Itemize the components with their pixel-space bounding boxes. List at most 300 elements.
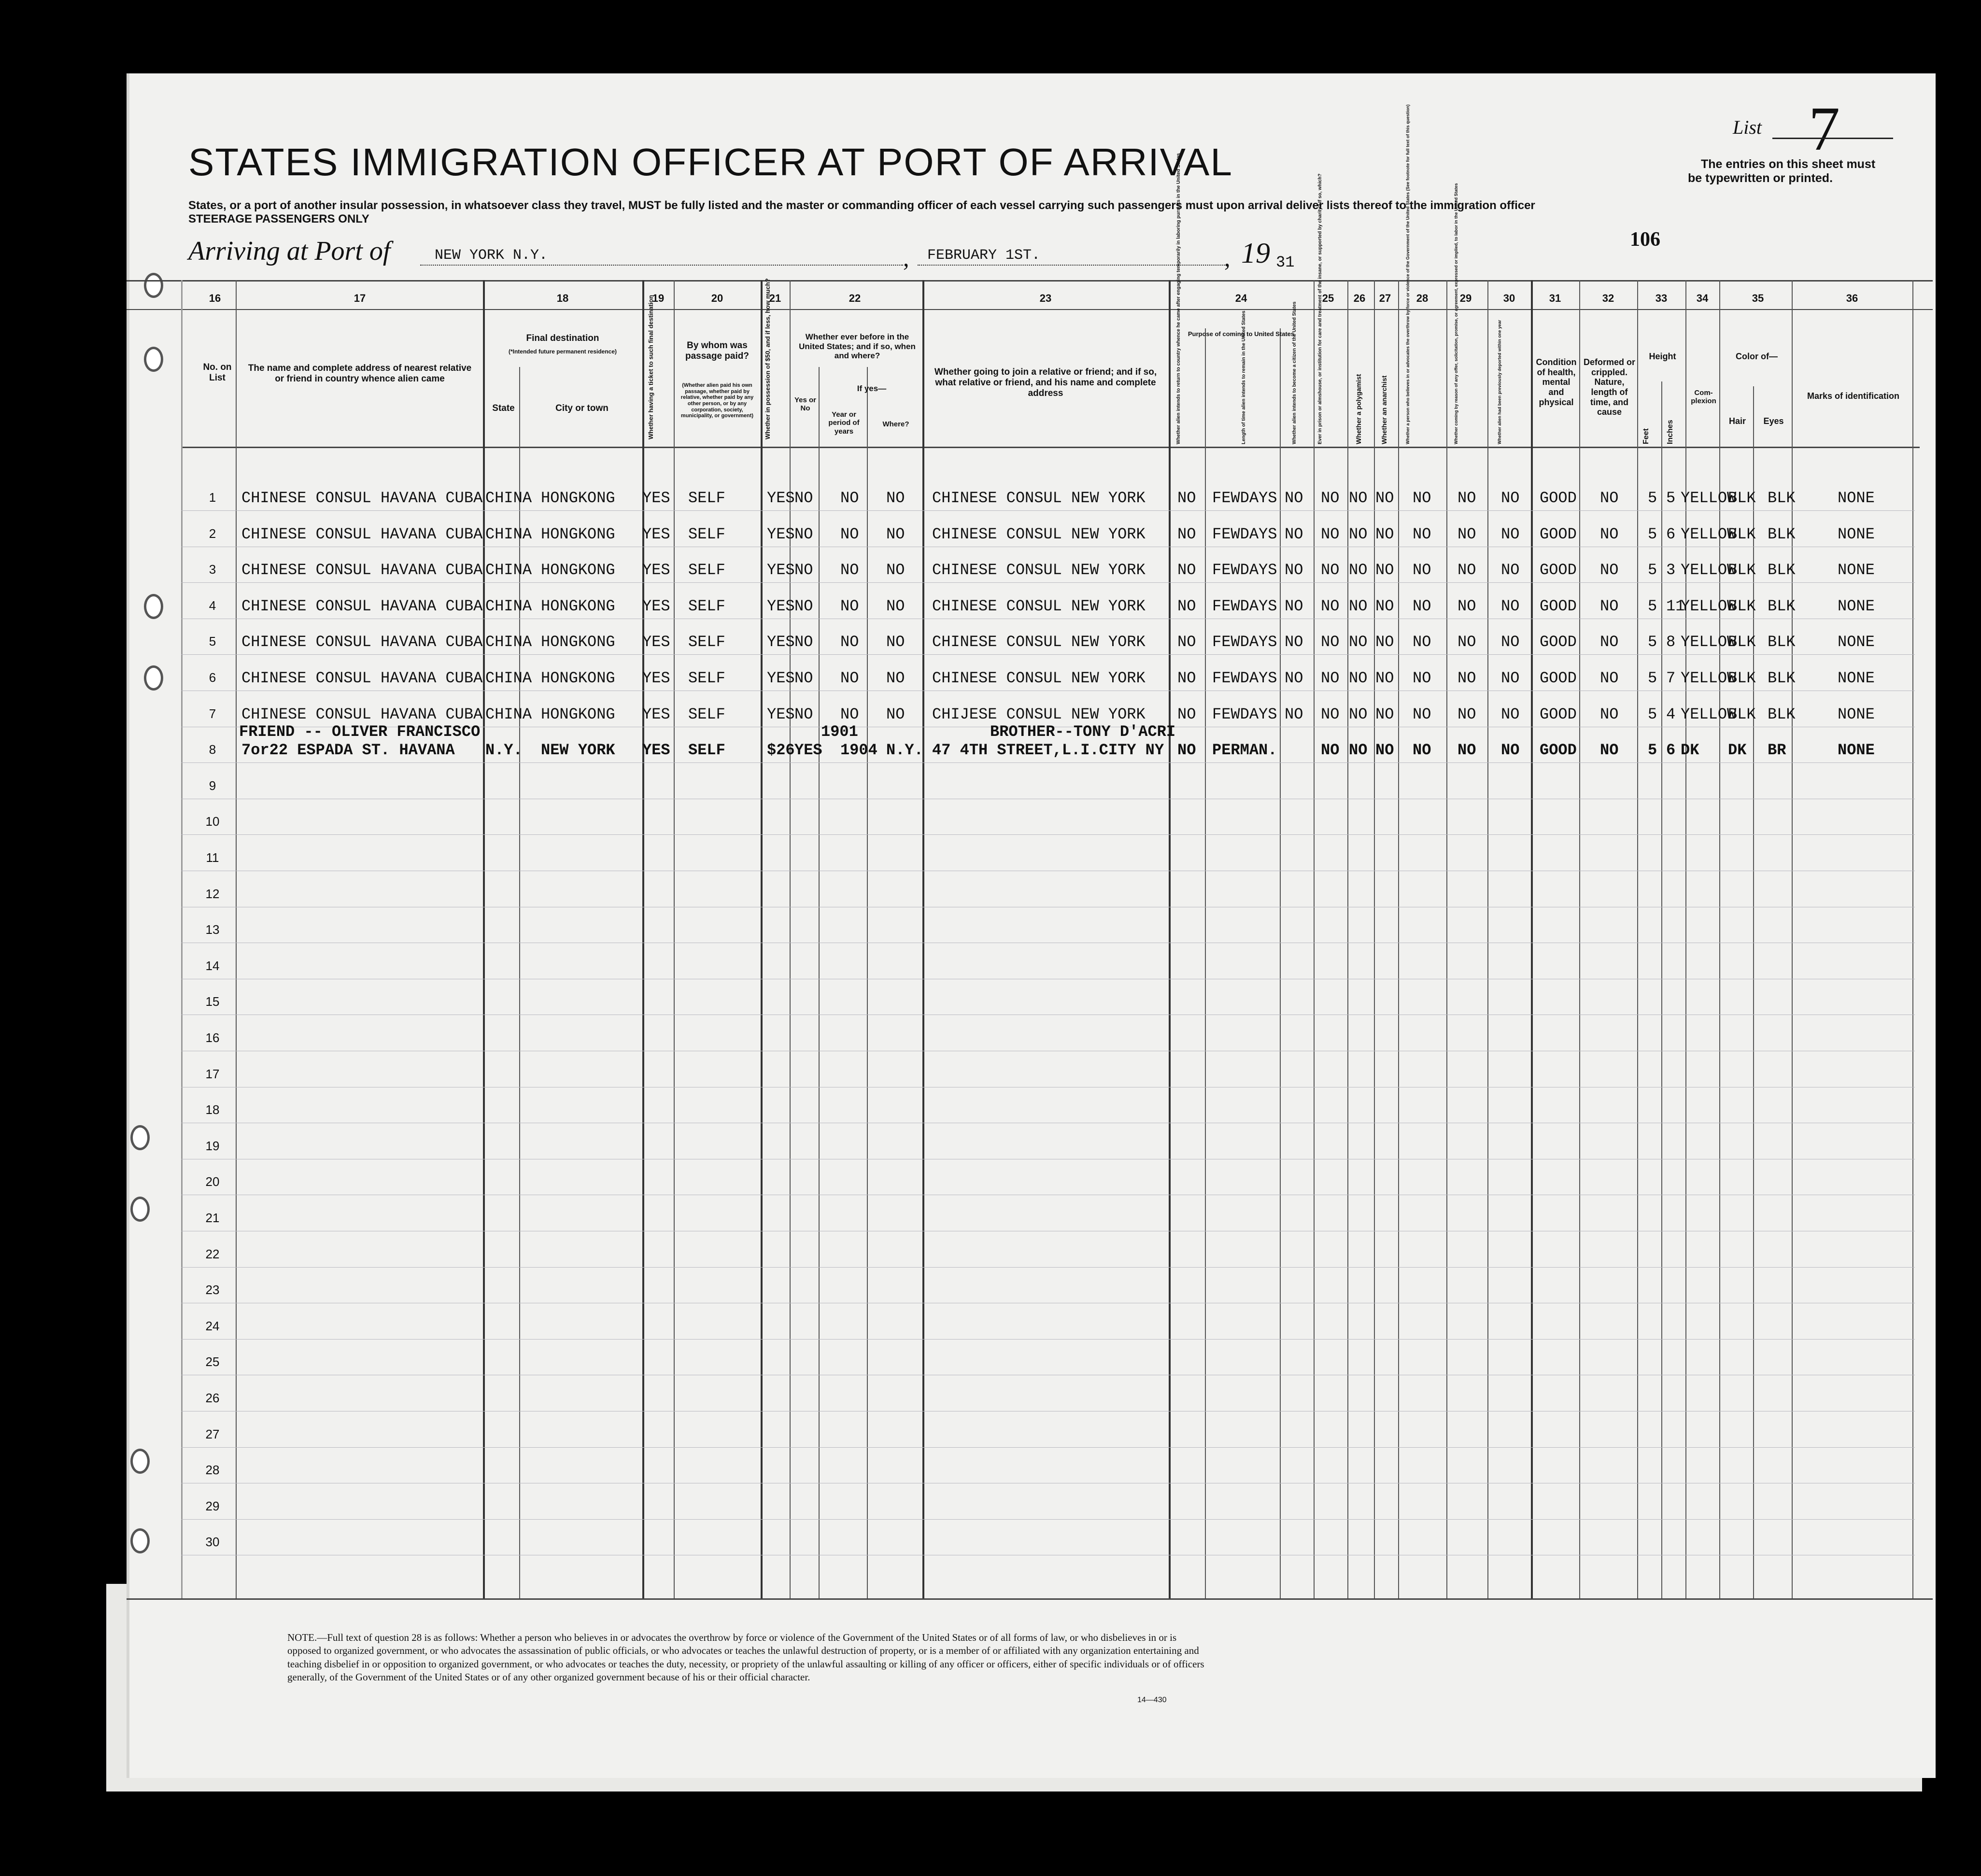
cell-polygamist: NO bbox=[1349, 741, 1368, 760]
cell-length: PERMAN. bbox=[1212, 741, 1277, 760]
cell-hair: BLK bbox=[1728, 669, 1756, 687]
cell-anarchist: NO bbox=[1375, 633, 1394, 651]
cell-eyes: BLK bbox=[1768, 525, 1796, 543]
cell-state: CHINA bbox=[485, 561, 532, 579]
punch-hole bbox=[144, 273, 163, 298]
cell-q30: NO bbox=[1501, 597, 1520, 615]
cell-city: HONGKONG bbox=[541, 489, 615, 507]
cell-money: $26 bbox=[767, 741, 795, 760]
cell-q29: NO bbox=[1457, 669, 1476, 687]
instruction-line-1: The entries on this sheet must bbox=[1701, 157, 1876, 171]
header-deformed: Deformed or crippled. Nature, length of time, and cause bbox=[1583, 357, 1635, 417]
cell-deformed: NO bbox=[1600, 597, 1619, 615]
header-yes-no: Yes or No bbox=[794, 396, 817, 413]
row-number: 1 bbox=[209, 490, 216, 505]
cell-length: FEWDAYS bbox=[1212, 525, 1277, 543]
passenger-class: STEERAGE PASSENGERS ONLY bbox=[188, 212, 369, 226]
cell-q28: NO bbox=[1413, 705, 1431, 723]
header-paid-by-note: (Whether alien paid his own passage, whether paid by relative, whether paid by any other person, or by any corporation, society, municipality, or government) bbox=[680, 382, 754, 419]
cell-feet: 5 bbox=[1648, 489, 1657, 507]
col-separator bbox=[1169, 280, 1171, 1598]
header-polygamist: Whether a polygamist bbox=[1355, 374, 1362, 444]
row-number: 8 bbox=[209, 742, 216, 757]
row-rule bbox=[181, 1519, 1915, 1520]
cell-return: NO bbox=[1177, 597, 1196, 615]
row-number: 29 bbox=[205, 1498, 220, 1513]
row-number: 4 bbox=[209, 598, 216, 613]
header-before-in-us: Whether ever before in the United States; and if so, when and where? bbox=[799, 332, 916, 361]
header-bottom-rule bbox=[181, 447, 1920, 448]
col-separator bbox=[1280, 328, 1281, 1598]
cell-joining: CHINESE CONSUL NEW YORK bbox=[932, 525, 1146, 543]
cell-complexion: YELLOW bbox=[1681, 705, 1737, 723]
row-number: 10 bbox=[205, 814, 220, 829]
comma: , bbox=[903, 244, 909, 271]
cell-q28: NO bbox=[1413, 669, 1431, 687]
cell-relative: CHINESE CONSUL HAVANA CUBA bbox=[241, 633, 483, 651]
column-number: 20 bbox=[711, 292, 723, 304]
cell-money: YES bbox=[767, 705, 795, 723]
row-number: 27 bbox=[205, 1426, 220, 1441]
cell-return: NO bbox=[1177, 633, 1196, 651]
manifest-sheet bbox=[127, 73, 1936, 1778]
punch-hole bbox=[144, 347, 163, 372]
row-number: 21 bbox=[205, 1211, 220, 1225]
cell-inches: 3 bbox=[1666, 561, 1676, 579]
cell-before: NO bbox=[794, 633, 813, 651]
header-color-of: Color of— bbox=[1736, 352, 1778, 361]
cell-length: FEWDAYS bbox=[1212, 597, 1277, 615]
cell-q29: NO bbox=[1457, 633, 1476, 651]
cell-feet: 5 bbox=[1648, 669, 1657, 687]
cell-marks: NONE bbox=[1838, 633, 1875, 651]
row-rule bbox=[181, 654, 1915, 655]
cell-marks: NONE bbox=[1838, 705, 1875, 723]
column-number: 25 bbox=[1322, 292, 1334, 304]
cell-length: FEWDAYS bbox=[1212, 561, 1277, 579]
cell-q29: NO bbox=[1457, 561, 1476, 579]
arrival-date: FEBRUARY 1ST. bbox=[927, 247, 1041, 264]
column-number: 36 bbox=[1846, 292, 1858, 304]
cell-city: HONGKONG bbox=[541, 669, 615, 687]
cell-health: GOOD bbox=[1540, 561, 1577, 579]
col-separator bbox=[1792, 280, 1793, 1598]
col-separator bbox=[1531, 280, 1533, 1598]
cell-year: NO bbox=[840, 705, 859, 723]
list-underline bbox=[1772, 138, 1893, 139]
cell-before: YES bbox=[794, 741, 822, 760]
cell-inches: 6 bbox=[1666, 525, 1676, 543]
column-number: 35 bbox=[1752, 292, 1764, 304]
cell-length: FEWDAYS bbox=[1212, 489, 1277, 507]
cell-hair: BLK bbox=[1728, 489, 1756, 507]
punch-hole bbox=[144, 594, 163, 619]
cell-relative: CHINESE CONSUL HAVANA CUBA bbox=[241, 597, 483, 615]
cell-return: NO bbox=[1177, 669, 1196, 687]
cell-length: FEWDAYS bbox=[1212, 669, 1277, 687]
arrival-port: NEW YORK N.Y. bbox=[435, 247, 548, 264]
header-final-destination: Final destination bbox=[526, 333, 599, 343]
row-number: 3 bbox=[209, 562, 216, 577]
row-number: 20 bbox=[205, 1174, 220, 1189]
column-number-rule bbox=[127, 309, 1933, 310]
cell-state: CHINA bbox=[485, 597, 532, 615]
row-number: 2 bbox=[209, 526, 216, 541]
cell-paid: SELF bbox=[688, 705, 725, 723]
row-number: 15 bbox=[205, 994, 220, 1009]
cell-joining: CHINESE CONSUL NEW YORK bbox=[932, 633, 1146, 651]
list-label: List bbox=[1733, 116, 1762, 138]
cell-relative: 7or22 ESPADA ST. HAVANA bbox=[241, 741, 455, 760]
cell-q30: NO bbox=[1501, 525, 1520, 543]
cell-money: YES bbox=[767, 489, 795, 507]
row-rule bbox=[181, 762, 1915, 763]
cell-eyes: BLK bbox=[1768, 633, 1796, 651]
cell-eyes: BLK bbox=[1768, 561, 1796, 579]
cell-where: NO bbox=[886, 489, 905, 507]
header-marks: Marks of identification bbox=[1807, 391, 1900, 401]
row-number: 5 bbox=[209, 634, 216, 649]
cell-polygamist: NO bbox=[1349, 489, 1368, 507]
cell-health: GOOD bbox=[1540, 741, 1577, 760]
cell-year: NO bbox=[840, 489, 859, 507]
col-separator bbox=[1205, 328, 1206, 1598]
header-complexion: Com-plexion bbox=[1691, 389, 1716, 406]
cell-eyes: BLK bbox=[1768, 669, 1796, 687]
cell-hair: BLK bbox=[1728, 633, 1756, 651]
punch-hole bbox=[144, 665, 163, 691]
row-number: 14 bbox=[205, 958, 220, 973]
cell-polygamist: NO bbox=[1349, 561, 1368, 579]
cell-citizen: NO bbox=[1285, 597, 1303, 615]
cell-year: NO bbox=[840, 525, 859, 543]
cell-eyes: BLK bbox=[1768, 489, 1796, 507]
col-separator bbox=[674, 280, 675, 1598]
row-number: 25 bbox=[205, 1354, 220, 1369]
col-separator bbox=[519, 367, 520, 1598]
header-inches: Inches bbox=[1666, 420, 1674, 444]
cell-health: GOOD bbox=[1540, 633, 1577, 651]
header-ticket: Whether having a ticket to such final destination bbox=[647, 295, 654, 439]
col-separator bbox=[1398, 280, 1399, 1598]
cell-joining: CHINESE CONSUL NEW YORK bbox=[932, 561, 1146, 579]
header-purpose-citizen: Whether alien intends to become a citizen of the United States bbox=[1292, 301, 1297, 444]
cell-hair: BLK bbox=[1728, 561, 1756, 579]
port-underline bbox=[420, 265, 903, 266]
header-paid-by: By whom was passage paid? bbox=[685, 340, 749, 361]
header-city: City or town bbox=[555, 403, 608, 413]
header-where: Where? bbox=[882, 420, 909, 428]
cell-citizen: NO bbox=[1285, 633, 1303, 651]
cell-anarchist: NO bbox=[1375, 561, 1394, 579]
cell-marks: NONE bbox=[1838, 669, 1875, 687]
row-rule bbox=[181, 582, 1915, 583]
cell-inches: 5 bbox=[1666, 489, 1676, 507]
row-number: 11 bbox=[206, 850, 219, 865]
cell-hair: DK bbox=[1728, 741, 1747, 760]
row-rule bbox=[181, 1447, 1915, 1448]
row-number: 19 bbox=[205, 1138, 220, 1153]
cell-prison: NO bbox=[1321, 741, 1340, 760]
cell-ticket: YES bbox=[642, 669, 670, 687]
cell-ticket: YES bbox=[642, 633, 670, 651]
cell-ticket: YES bbox=[642, 561, 670, 579]
cell-polygamist: NO bbox=[1349, 633, 1368, 651]
cell-money: YES bbox=[767, 561, 795, 579]
cell-joining-line1: BROTHER--TONY D'ACRI bbox=[990, 723, 1176, 741]
cell-relative-line1: FRIEND -- OLIVER FRANCISCO bbox=[239, 723, 481, 741]
cell-where: NO bbox=[886, 669, 905, 687]
cell-inches: 4 bbox=[1666, 705, 1676, 723]
punch-hole bbox=[130, 1197, 150, 1222]
row-number: 16 bbox=[205, 1030, 220, 1045]
cell-prison: NO bbox=[1321, 489, 1340, 507]
cell-where: N.Y. bbox=[886, 741, 923, 760]
cell-eyes: BR bbox=[1768, 741, 1786, 760]
cell-q30: NO bbox=[1501, 741, 1520, 760]
column-number: 33 bbox=[1655, 292, 1668, 304]
cell-where: NO bbox=[886, 705, 905, 723]
col-separator bbox=[1719, 280, 1720, 1598]
cell-complexion: YELLOW bbox=[1681, 561, 1737, 579]
cell-ticket: YES bbox=[642, 525, 670, 543]
cell-eyes: BLK bbox=[1768, 705, 1796, 723]
subtitle: States, or a port of another insular possession, in whatsoever class they travel, MUST be fully listed and the master or commanding officer of each vessel carrying such passengers must upon arrival deliver lists thereof to the immigration officer bbox=[188, 199, 1535, 212]
cell-inches: 11 bbox=[1666, 597, 1685, 615]
punch-hole bbox=[130, 1528, 150, 1553]
col-separator bbox=[236, 280, 237, 1598]
cell-paid: SELF bbox=[688, 489, 725, 507]
form-code: 14—430 bbox=[1137, 1696, 1167, 1704]
column-number: 26 bbox=[1353, 292, 1366, 304]
cell-anarchist: NO bbox=[1375, 525, 1394, 543]
cell-marks: NONE bbox=[1838, 525, 1875, 543]
col-separator bbox=[761, 280, 763, 1598]
cell-deformed: NO bbox=[1600, 705, 1619, 723]
cell-joining: 47 4TH STREET,L.I.CITY NY bbox=[932, 741, 1164, 760]
cell-q30: NO bbox=[1501, 561, 1520, 579]
row-number: 7 bbox=[209, 706, 216, 721]
cell-joining: CHINESE CONSUL NEW YORK bbox=[932, 597, 1146, 615]
col-separator bbox=[1579, 280, 1580, 1598]
row-number: 18 bbox=[205, 1102, 220, 1117]
cell-relative: CHINESE CONSUL HAVANA CUBA bbox=[241, 705, 483, 723]
cell-money: YES bbox=[767, 669, 795, 687]
cell-relative: CHINESE CONSUL HAVANA CUBA bbox=[241, 561, 483, 579]
cell-marks: NONE bbox=[1838, 741, 1875, 760]
header-anarchist: Whether an anarchist bbox=[1380, 375, 1388, 444]
column-number: 27 bbox=[1379, 292, 1391, 304]
column-number: 31 bbox=[1549, 292, 1561, 304]
cell-city: HONGKONG bbox=[541, 561, 615, 579]
cell-where: NO bbox=[886, 525, 905, 543]
cell-complexion: YELLOW bbox=[1681, 633, 1737, 651]
header-year-period: Year or period of years bbox=[828, 410, 860, 436]
cell-citizen: NO bbox=[1285, 525, 1303, 543]
header-prison bbox=[1317, 328, 1323, 444]
row-number: 28 bbox=[205, 1463, 220, 1478]
cell-anarchist: NO bbox=[1375, 741, 1394, 760]
year-suffix: 31 bbox=[1276, 254, 1295, 271]
cell-q28: NO bbox=[1413, 741, 1431, 760]
cell-state: CHINA bbox=[485, 633, 532, 651]
col-separator bbox=[819, 367, 820, 1598]
cell-year: NO bbox=[840, 669, 859, 687]
cell-state: N.Y. bbox=[485, 741, 523, 760]
column-number: 17 bbox=[354, 292, 366, 304]
cell-hair: BLK bbox=[1728, 525, 1756, 543]
cell-anarchist: NO bbox=[1375, 669, 1394, 687]
cell-ticket: YES bbox=[642, 741, 670, 760]
cell-feet: 5 bbox=[1648, 633, 1657, 651]
punch-hole bbox=[130, 1449, 150, 1474]
cell-paid: SELF bbox=[688, 741, 725, 760]
col-separator bbox=[1685, 280, 1686, 1598]
cell-marks: NONE bbox=[1838, 489, 1875, 507]
cell-state: CHINA bbox=[485, 525, 532, 543]
column-number: 21 bbox=[769, 292, 781, 304]
cell-complexion: DK bbox=[1681, 741, 1699, 760]
cell-q28: NO bbox=[1413, 489, 1431, 507]
cell-anarchist: NO bbox=[1375, 489, 1394, 507]
cell-before: NO bbox=[794, 705, 813, 723]
table-bottom-rule bbox=[127, 1598, 1933, 1600]
page-title: STATES IMMIGRATION OFFICER AT PORT OF ARRIVAL bbox=[188, 141, 1233, 183]
cell-eyes: BLK bbox=[1768, 597, 1796, 615]
header-nearest-relative: The name and complete address of nearest relative or friend in country whence alien came bbox=[248, 363, 472, 384]
header-q30: Whether alien had been previously deported within one year bbox=[1497, 320, 1502, 444]
row-rule bbox=[181, 834, 1915, 835]
cell-year: NO bbox=[840, 633, 859, 651]
cell-feet: 5 bbox=[1648, 525, 1657, 543]
cell-q29: NO bbox=[1457, 597, 1476, 615]
header-feet: Feet bbox=[1642, 428, 1650, 444]
header-height: Height bbox=[1649, 352, 1676, 361]
cell-feet: 5 bbox=[1648, 705, 1657, 723]
list-number: 7 bbox=[1809, 94, 1840, 164]
cell-prison: NO bbox=[1321, 705, 1340, 723]
cell-return: NO bbox=[1177, 489, 1196, 507]
cell-before: NO bbox=[794, 669, 813, 687]
cell-complexion: YELLOW bbox=[1681, 525, 1737, 543]
cell-health: GOOD bbox=[1540, 489, 1577, 507]
cell-q29: NO bbox=[1457, 525, 1476, 543]
cell-prison: NO bbox=[1321, 669, 1340, 687]
header-money: Whether in possession of $50, and if less, how much? bbox=[764, 278, 771, 439]
cell-prison: NO bbox=[1321, 561, 1340, 579]
col-separator bbox=[642, 280, 644, 1598]
row-number: 12 bbox=[205, 886, 220, 901]
cell-feet: 5 bbox=[1648, 597, 1657, 615]
row-number: 26 bbox=[205, 1391, 220, 1405]
year-prefix: 19 bbox=[1241, 237, 1270, 269]
cell-paid: SELF bbox=[688, 561, 725, 579]
cell-year: NO bbox=[840, 561, 859, 579]
column-number: 23 bbox=[1039, 292, 1052, 304]
header-q29 bbox=[1454, 328, 1458, 444]
row-number: 22 bbox=[205, 1246, 220, 1261]
cell-return: NO bbox=[1177, 525, 1196, 543]
instruction-line-2: be typewritten or printed. bbox=[1688, 171, 1833, 185]
cell-city: NEW YORK bbox=[541, 741, 615, 760]
left-margin-rule bbox=[181, 280, 183, 1598]
cell-q30: NO bbox=[1501, 705, 1520, 723]
cell-where: NO bbox=[886, 561, 905, 579]
cell-citizen: NO bbox=[1285, 705, 1303, 723]
cell-length: FEWDAYS bbox=[1212, 705, 1277, 723]
cell-hair: BLK bbox=[1728, 705, 1756, 723]
cell-money: YES bbox=[767, 633, 795, 651]
cell-before: NO bbox=[794, 489, 813, 507]
cell-year: NO bbox=[840, 597, 859, 615]
header-no-on-list: No. on List bbox=[203, 362, 232, 383]
row-number: 23 bbox=[205, 1283, 220, 1298]
cell-anarchist: NO bbox=[1375, 597, 1394, 615]
cell-ticket: YES bbox=[642, 489, 670, 507]
cell-q30: NO bbox=[1501, 633, 1520, 651]
header-joining: Whether going to join a relative or friend; and if so, what relative or friend, and his name and complete address bbox=[934, 367, 1157, 398]
row-rule bbox=[181, 1267, 1915, 1268]
cell-where: NO bbox=[886, 633, 905, 651]
punch-hole bbox=[130, 1125, 150, 1150]
page-number: 106 bbox=[1630, 228, 1660, 251]
col-separator bbox=[1661, 381, 1662, 1598]
cell-joining: CHINESE CONSUL NEW YORK bbox=[932, 669, 1146, 687]
cell-return: NO bbox=[1177, 705, 1196, 723]
cell-deformed: NO bbox=[1600, 741, 1619, 760]
cell-relative: CHINESE CONSUL HAVANA CUBA bbox=[241, 525, 483, 543]
column-number: 34 bbox=[1696, 292, 1709, 304]
header-eyes: Eyes bbox=[1763, 416, 1784, 426]
cell-prison: NO bbox=[1321, 597, 1340, 615]
cell-polygamist: NO bbox=[1349, 705, 1368, 723]
cell-complexion: YELLOW bbox=[1681, 489, 1737, 507]
cell-money: YES bbox=[767, 525, 795, 543]
cell-polygamist: NO bbox=[1349, 669, 1368, 687]
cell-state: CHINA bbox=[485, 705, 532, 723]
cell-health: GOOD bbox=[1540, 525, 1577, 543]
footnote: NOTE.—Full text of question 28 is as follows: Whether a person who believes in or advocates the overthrow by force or violence of the Government of the United States or of all forms of law, or who disbelieves in or is opposed to organized government, or who advocates the assassination of public officials, or who advocates or teaches the unlawful destruction of property, or is a member of or affiliated with any organization entertaining and teaching disbelief in or opposition to organized government, or who advocates or teaches the duty, necessity, or propriety of the unlawful assaulting or killing of any officer or officers, either of specific individuals or of officers generally, of the Government of the United States or of any other organized government because of his or their official character. bbox=[287, 1632, 1204, 1683]
cell-prison: NO bbox=[1321, 633, 1340, 651]
cell-city: HONGKONG bbox=[541, 705, 615, 723]
cell-deformed: NO bbox=[1600, 525, 1619, 543]
cell-q29: NO bbox=[1457, 741, 1476, 760]
cell-city: HONGKONG bbox=[541, 633, 615, 651]
header-final-destination-note: (*Intended future permanent residence) bbox=[508, 348, 617, 355]
cell-citizen: NO bbox=[1285, 669, 1303, 687]
cell-deformed: NO bbox=[1600, 561, 1619, 579]
cell-q28: NO bbox=[1413, 561, 1431, 579]
col-separator bbox=[1374, 280, 1375, 1598]
cell-paid: SELF bbox=[688, 597, 725, 615]
column-number: 16 bbox=[209, 292, 221, 304]
header-purpose: Purpose of coming to United States bbox=[1188, 330, 1295, 338]
row-rule bbox=[181, 1339, 1915, 1340]
cell-feet: 5 bbox=[1648, 741, 1657, 760]
cell-complexion: YELLOW bbox=[1681, 597, 1737, 615]
column-number: 19 bbox=[652, 292, 665, 304]
col-separator bbox=[922, 280, 924, 1598]
cell-return: NO bbox=[1177, 561, 1196, 579]
cell-joining: CHINESE CONSUL NEW YORK bbox=[932, 489, 1146, 507]
cell-before: NO bbox=[794, 525, 813, 543]
column-number: 18 bbox=[556, 292, 569, 304]
cell-deformed: NO bbox=[1600, 489, 1619, 507]
cell-state: CHINA bbox=[485, 489, 532, 507]
col-separator bbox=[1637, 280, 1638, 1598]
cell-before: NO bbox=[794, 561, 813, 579]
row-number: 24 bbox=[205, 1318, 220, 1333]
